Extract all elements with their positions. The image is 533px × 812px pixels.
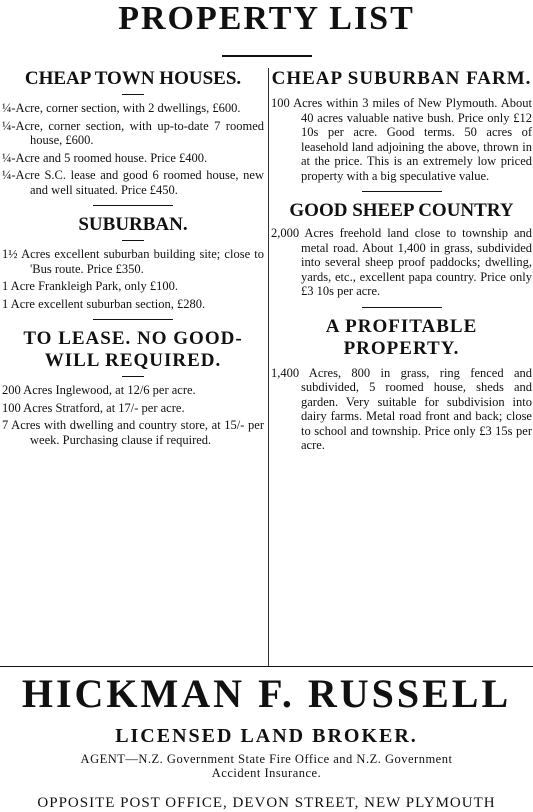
right-column: [271, 68, 532, 456]
page-title: PROPERTY LIST: [118, 0, 415, 37]
agent-line-2: Accident Insurance.: [211, 766, 322, 780]
listing-item: ¼-Acre, corner section, with up-to-date 7 roomed house, £600.: [2, 118, 264, 147]
section-rule: [93, 205, 173, 206]
footer-rule: [0, 666, 533, 667]
broker-name: HICKMAN F. RUSSELL: [21, 671, 512, 716]
listing-text: 2,000 Acres freehold land close to township and metal road. About 1,400 in grass, subdivided into several sheep proof paddocks; dwelling, yards, etc., excellent papa country. Price only £3 10s per acre.: [271, 226, 532, 298]
licence-line: LICENSED LAND BROKER.: [115, 725, 418, 747]
lease-heading: TO LEASE. NO GOOD-WILL REQUIRED.: [23, 328, 243, 371]
agent-line: [0, 752, 533, 780]
section-rule: [362, 307, 442, 308]
address-line: OPPOSITE POST OFFICE, DEVON STREET, NEW PLYMOUTH: [37, 795, 496, 811]
dash-rule: [122, 240, 144, 241]
section-rule: [362, 191, 442, 192]
dash-rule: [122, 376, 144, 377]
listing-item: ¼-Acre and 5 roomed house. Price £400.: [2, 150, 208, 165]
column-divider: [268, 68, 269, 666]
suburban-heading: SUBURBAN.: [78, 214, 188, 235]
listing-item: ¼-Acre S.C. lease and good 6 roomed house, new and well situated. Price £450.: [2, 168, 264, 197]
listing-item: 100 Acres Stratford, at 17/- per acre.: [2, 400, 185, 415]
listing-text: 1,400 Acres, 800 in grass, ring fenced and subdivided, 5 roomed house, sheds and garden. Very suitable for subdivision into dairy farms. Metal road front and back; close to school and township. Price only £3 15s per acre.: [271, 365, 532, 452]
listing-item: 1½ Acres excellent suburban building site; close to 'Bus route. Price £350.: [2, 247, 264, 276]
left-column: [2, 68, 264, 450]
listing-item: 1 Acre excellent suburban section, £280.: [2, 296, 206, 311]
sheep-heading: GOOD SHEEP COUNTRY: [289, 200, 514, 221]
listing-item: 200 Acres Inglewood, at 12/6 per acre.: [2, 383, 196, 397]
title-rule: [222, 55, 312, 57]
listing-item: 1 Acre Frankleigh Park, only £100.: [2, 279, 179, 293]
agent-line-1: AGENT—N.Z. Government State Fire Office and N.Z. Government: [80, 752, 453, 766]
section-rule: [93, 319, 173, 320]
profitable-heading: A PROFITABLE PROPERTY.: [325, 315, 478, 359]
farm-heading: CHEAP SUBURBAN FARM.: [271, 68, 532, 89]
dash-rule: [122, 94, 144, 95]
listing-item: ¼-Acre, corner section, with 2 dwellings, £600.: [2, 101, 241, 115]
listing-item: 7 Acres with dwelling and country store, at 15/- per week. Purchasing clause if required.: [2, 418, 264, 447]
listing-text: 100 Acres within 3 miles of New Plymouth. About 40 acres valuable native bush. Price only £12 10s per acre. Good terms. 50 acres of leasehold land adjoining the above, thrown in at the price. This is an extremely low priced property with a big speculative value.: [271, 96, 532, 183]
town-houses-heading: CHEAP TOWN HOUSES.: [24, 68, 242, 89]
